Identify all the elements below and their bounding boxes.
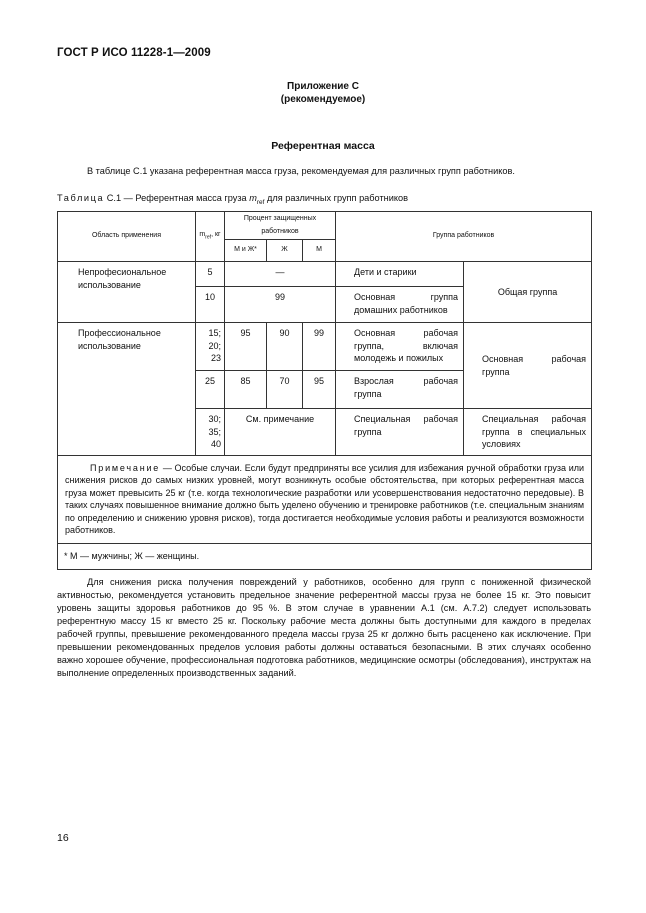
cell-r3-m: 99 [303,323,336,371]
header-group: Группа работников [336,212,592,262]
cell-r2-percent: 99 [225,287,336,323]
cell-r5-group: Специальная рабочая группа [336,409,464,456]
header-f: Ж [267,240,303,262]
cell-r2-mass: 10 [196,287,225,323]
cell-general-group: Общая группа [464,262,592,323]
header-mref-sub: ref [205,234,212,241]
note-text: — Особые случаи. Если будут предприняты все усилия для избежания ручной обработки груза или снижения рисков до самых низких уровней, могут возникнуть особые обстоятельства, при которых референтная масса груза может превысить 25 кг (т.е. когда технологические разработки или усовершенствования недостаточно передовые). В таких случаях повышенное внимание должно быть уделено обучению и тренировке работников (т.е. специальным знаниям по определению и снижению уровня рисков), тогда достигается необходимые условия работы и реализуются возможности работников. [65,462,585,535]
cell-r4-mf: 85 [225,371,267,409]
cell-r4-mass: 25 [196,371,225,409]
cell-nonprof-area: Непрофесиональное использование [58,262,196,323]
cell-r2-group: Основная группа домашних работников [336,287,464,323]
appendix-title: Приложение С [287,81,359,92]
cell-special-group: Специальная рабочая группа в специальных условиях [464,409,592,456]
cell-r1-mass: 5 [196,262,225,287]
table-note [58,455,592,543]
header-mref [196,212,225,262]
table-caption-label: Таблица [57,193,105,203]
cell-r3-group: Основная рабочая группа, включая молодежь и пожилых [336,323,464,371]
cell-main-work-group: Основная рабочая группа [464,323,592,409]
cell-r3-f: 90 [267,323,303,371]
cell-r3-mass: 15; 20; 23 [196,323,225,371]
note-label: Примечание [90,462,161,473]
table-caption-symbol-sub: ref [256,198,265,206]
section-title: Референтная масса [271,140,375,152]
intro-paragraph: В таблице С.1 указана референтная масса груза, рекомендуемая для различных групп работников. [87,166,515,176]
cell-r4-group: Взрослая рабочая группа [336,371,464,409]
cell-r4-f: 70 [267,371,303,409]
header-percent: Процент защищенных работников [225,212,336,240]
body-paragraph: Для снижения риска получения повреждений у работников, особенно для групп с пониженной физической активностью, рекомендуется установить предельное значение референтной массы груза не более 15 кг. Это повысит уровень защиты здоровья работников до 95 %. В этом случае в уравнении А.1 (см. А.7.2) следует использовать референтную массу 15 кг вместо 25 кг. Поскольку рабочие места должны быть доступными для каждого в пределах рабочей группы, превышение рекомендованного предела массы груза 25 кг должно быть расценено как исключение. При превышении рекомендованных пределов условия работы должны оставаться безопасными. В этих случаях особенно важно хорошее обучение, профессиональная подготовка работников, медицинские осмотры (обследования), инструктаж на выполнение определенных производственных заданий. [57,577,591,678]
cell-r1-group: Дети и старики [336,262,464,287]
cell-prof-area: Профессиональное использование [58,323,196,456]
reference-mass-table [57,211,592,570]
cell-r3-mf: 95 [225,323,267,371]
cell-r5-mass: 30; 35; 40 [196,409,225,456]
table-caption [57,193,408,206]
cell-r1-percent: — [225,262,336,287]
table-footnote: * М — мужчины; Ж — женщины. [58,543,592,569]
header-mf: М и Ж* [225,240,267,262]
table-caption-text: С.1 — Референтная масса груза [106,193,247,203]
header-mref-unit: , кг [211,231,221,239]
header-mref-symbol: m [199,231,206,239]
cell-r5-percent: См. примечание [225,409,336,456]
document-header: ГОСТ Р ИСО 11228-1—2009 [57,47,211,59]
appendix-heading [0,80,646,106]
appendix-subtitle: (рекомендуемое) [280,94,366,105]
page-number: 16 [57,832,69,844]
body-paragraph-block [57,576,591,680]
header-area: Область применения [58,212,196,262]
table-caption-symbol: m [249,193,257,203]
header-m: М [303,240,336,262]
cell-r4-m: 95 [303,371,336,409]
table-caption-tail: для различных групп работников [267,193,408,203]
